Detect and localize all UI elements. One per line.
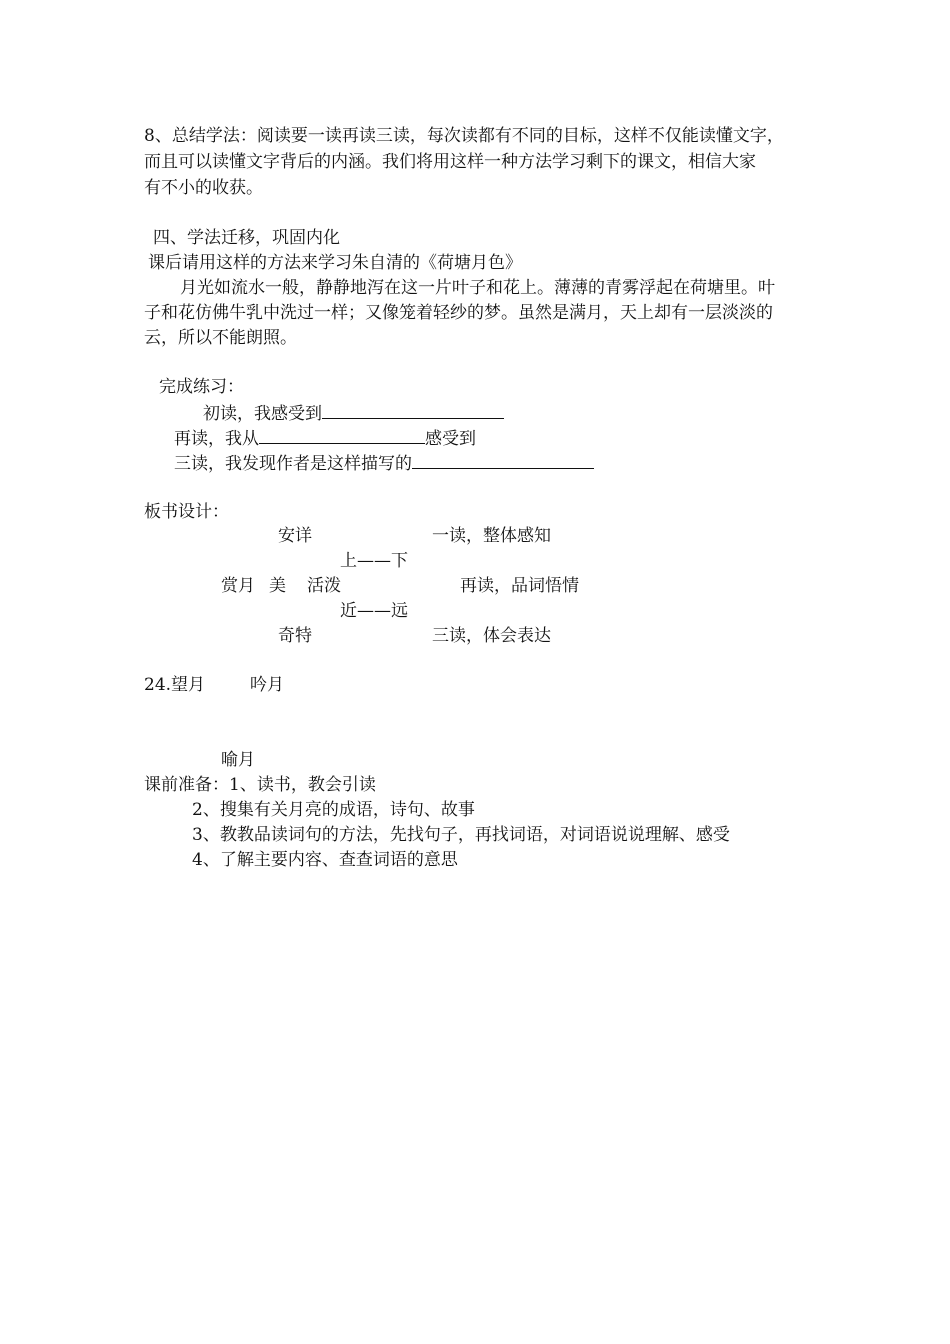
answer-blank-3[interactable] <box>412 450 594 469</box>
board-heading: 板书设计： <box>144 502 229 522</box>
prep-line-3: 3、教教品读词句的方法，先找句子，再找词语，对词语说说理解、感受 <box>192 825 730 845</box>
board-mei: 美 <box>269 576 286 596</box>
exercise-item-2-label-pre: 再读，我从 <box>174 429 259 449</box>
board-shangyue: 赏月 <box>221 576 255 596</box>
lesson-yinyue: 吟月 <box>250 675 284 695</box>
prep-line-2: 2、搜集有关月亮的成语，诗句、故事 <box>192 800 475 820</box>
board-qite: 奇特 <box>278 626 312 646</box>
lesson-yuyue: 喻月 <box>221 750 255 770</box>
exercise-item-3 <box>174 450 594 476</box>
lesson-title: 24.望月 <box>144 675 206 695</box>
passage-line-3: 云，所以不能朗照。 <box>144 328 297 348</box>
passage-line-1: 月光如流水一般，静静地泻在这一片叶子和花上。薄薄的青雾浮起在荷塘里。叶 <box>180 278 775 298</box>
board-read-2: 再读，品词悟情 <box>460 576 579 596</box>
answer-blank-1[interactable] <box>322 400 504 419</box>
answer-blank-2[interactable] <box>259 425 425 444</box>
section-intro: 课后请用这样的方法来学习朱自清的《荷塘月色》 <box>148 253 522 273</box>
exercise-heading: 完成练习： <box>159 377 244 397</box>
summary-line-2: 而且可以读懂文字背后的内涵。我们将用这样一种方法学习剩下的课文，相信大家 <box>144 152 756 172</box>
board-jinyuan: 近——远 <box>340 601 408 621</box>
board-shangxia: 上——下 <box>340 551 408 571</box>
section-heading: 四、学法迁移，巩固内化 <box>153 228 340 248</box>
exercise-item-1 <box>203 400 504 426</box>
exercise-item-2 <box>174 425 476 451</box>
summary-line-1: 8、总结学法：阅读要一读再读三读，每次读都有不同的目标，这样不仅能读懂文字， <box>144 126 784 146</box>
prep-line-4: 4、了解主要内容、查查词语的意思 <box>192 850 458 870</box>
board-huopo: 活泼 <box>307 576 341 596</box>
passage-line-2: 子和花仿佛牛乳中洗过一样；又像笼着轻纱的梦。虽然是满月，天上却有一层淡淡的 <box>144 303 773 323</box>
exercise-item-2-label-post: 感受到 <box>425 429 476 449</box>
board-anxiang: 安详 <box>278 526 312 546</box>
exercise-item-1-label: 初读，我感受到 <box>203 404 322 424</box>
summary-line-3: 有不小的收获。 <box>144 178 263 198</box>
board-read-3: 三读，体会表达 <box>432 626 551 646</box>
exercise-item-3-label: 三读，我发现作者是这样描写的 <box>174 454 412 474</box>
prep-line-1: 课前准备：1、读书，教会引读 <box>144 775 376 795</box>
board-read-1: 一读，整体感知 <box>432 526 551 546</box>
